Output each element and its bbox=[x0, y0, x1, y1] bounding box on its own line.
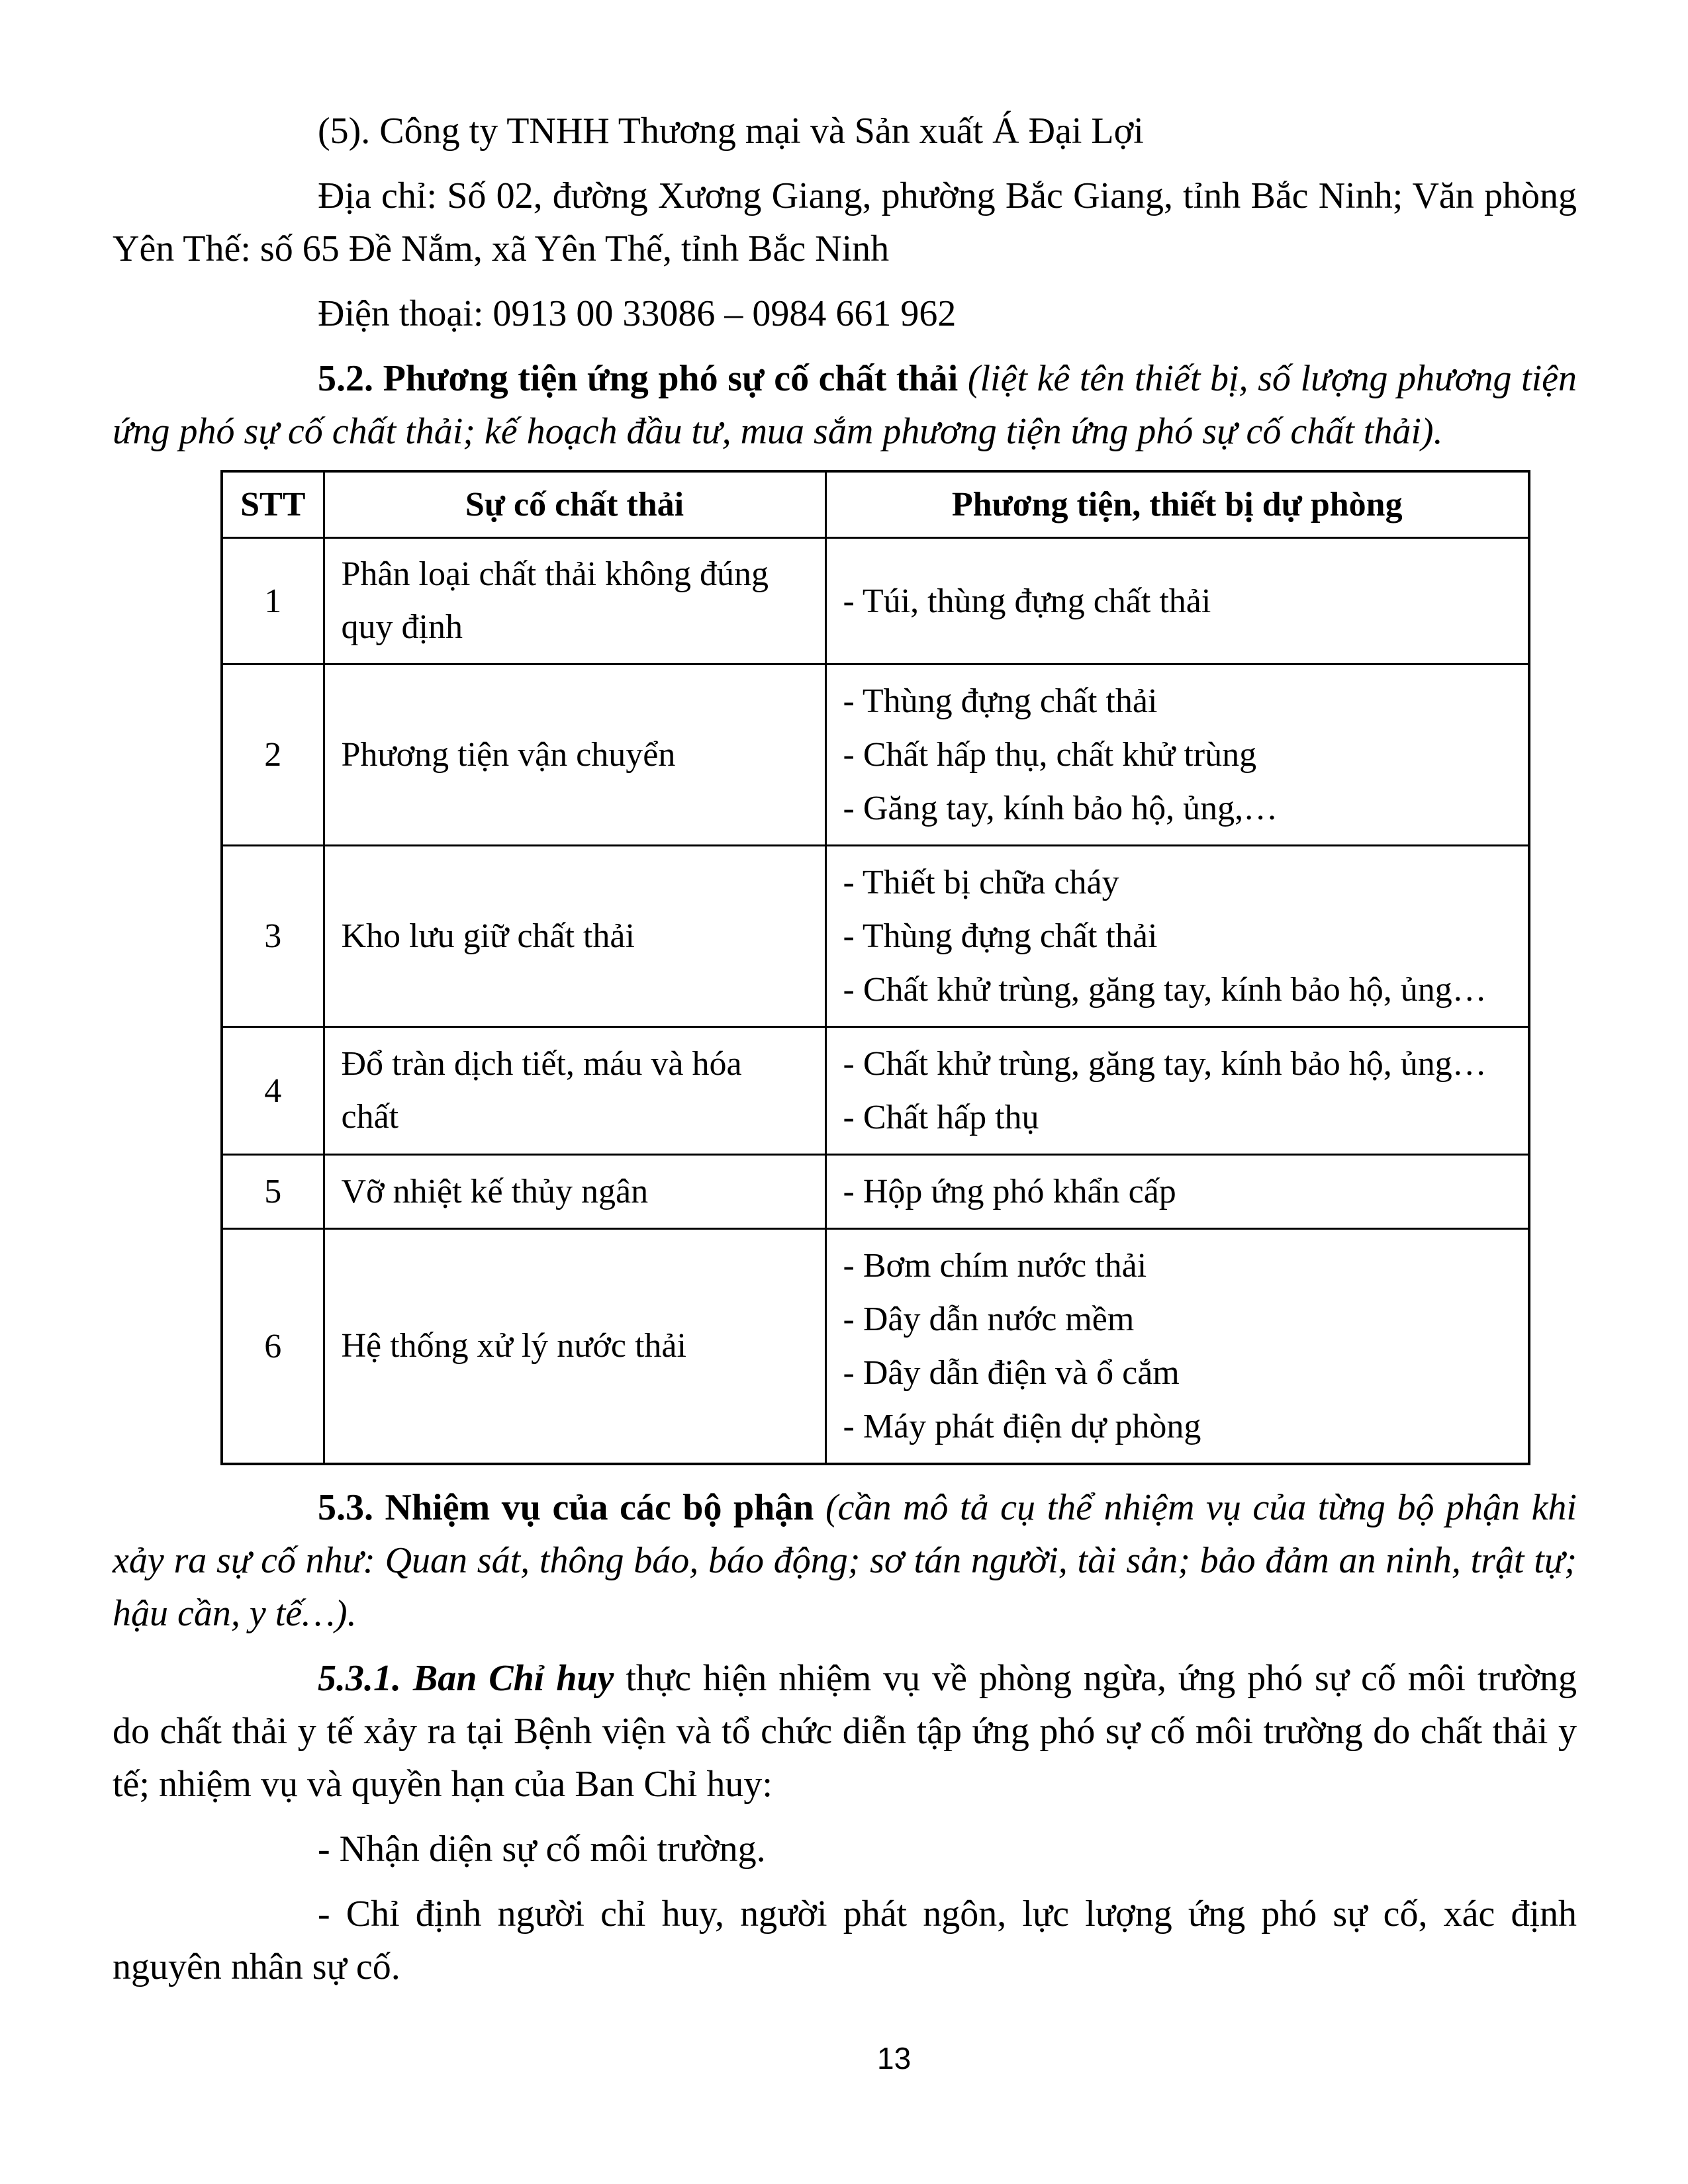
equipment-item: - Dây dẫn điện và ổ cắm bbox=[843, 1354, 1180, 1392]
incident-name: Phương tiện vận chuyển bbox=[324, 664, 825, 846]
incident-name: Đổ tràn dịch tiết, máu và hóa chất bbox=[324, 1027, 825, 1155]
header-cell-stt: STT bbox=[222, 471, 324, 538]
row-number: 3 bbox=[222, 846, 324, 1027]
section-5-3-1-heading: 5.3.1. Ban Chỉ huy bbox=[318, 1658, 614, 1699]
equipment-item: - Găng tay, kính bảo hộ, ủng,… bbox=[843, 790, 1278, 827]
bullet-item-2: - Chỉ định người chỉ huy, người phát ngôn, lực lượng ứng phó sự cố, xác định nguyên nhân sự cố. bbox=[113, 1893, 1577, 1987]
bullet-item-1: - Nhận diện sự cố môi trường. bbox=[318, 1829, 766, 1870]
document-content bbox=[113, 105, 1577, 2005]
paragraph-phone: Điện thoại: 0913 00 33086 – 0984 661 962 bbox=[318, 293, 957, 334]
equipment-item: - Chất khử trùng, găng tay, kính bảo hộ, ủng… bbox=[843, 971, 1487, 1009]
equipment-list bbox=[825, 1027, 1529, 1155]
row-number: 4 bbox=[222, 1027, 324, 1155]
equipment-item: - Máy phát điện dự phòng bbox=[843, 1408, 1201, 1445]
equipment-list bbox=[825, 1155, 1529, 1229]
header-cell-incident: Sự cố chất thải bbox=[324, 471, 825, 538]
section-5-3-note: (cần mô tả cụ thể nhiệm vụ của từng bộ phận khi xảy ra sự cố như: Quan sát, thông báo, báo động; sơ tán người, tài sản; bảo đảm an ninh, trật tự; hậu cần, y tế…). bbox=[113, 1487, 1577, 1634]
equipment-list bbox=[825, 538, 1529, 664]
equipment-list bbox=[825, 664, 1529, 846]
row-number: 2 bbox=[222, 664, 324, 846]
section-5-3-1-paragraph bbox=[113, 1652, 1577, 1811]
section-5-3-1-body: thực hiện nhiệm vụ về phòng ngừa, ứng phó sự cố môi trường do chất thải y tế xảy ra tại Bệnh viện và tổ chức diễn tập ứng phó sự cố môi trường do chất thải y tế; nhiệm vụ và quyền hạn của Ban Chỉ huy: bbox=[113, 1658, 1577, 1805]
row-number: 5 bbox=[222, 1155, 324, 1229]
page-number: 13 bbox=[877, 2041, 912, 2075]
incident-name: Vỡ nhiệt kế thủy ngân bbox=[324, 1155, 825, 1229]
equipment-item: - Dây dẫn nước mềm bbox=[843, 1300, 1135, 1338]
incident-name: Kho lưu giữ chất thải bbox=[324, 846, 825, 1027]
table-row bbox=[222, 538, 1529, 664]
section-5-2-paragraph bbox=[113, 352, 1577, 458]
table-row bbox=[222, 1155, 1529, 1229]
waste-incident-table bbox=[220, 470, 1530, 1465]
equipment-list bbox=[825, 846, 1529, 1027]
equipment-item: - Hộp ứng phó khẩn cấp bbox=[843, 1173, 1176, 1210]
table-row bbox=[222, 664, 1529, 846]
paragraph-company: (5). Công ty TNHH Thương mại và Sản xuất Á Đại Lợi bbox=[318, 111, 1144, 152]
equipment-item: - Chất hấp thụ, chất khử trùng bbox=[843, 736, 1257, 774]
paragraph-address: Địa chỉ: Số 02, đường Xương Giang, phường Bắc Giang, tỉnh Bắc Ninh; Văn phòng Yên Thế: số 65 Đề Nắm, xã Yên Thế, tỉnh Bắc Ninh bbox=[113, 175, 1577, 269]
row-number: 6 bbox=[222, 1229, 324, 1465]
table-row bbox=[222, 846, 1529, 1027]
table-row bbox=[222, 1229, 1529, 1465]
equipment-item: - Túi, thùng đựng chất thải bbox=[843, 582, 1211, 620]
section-5-3-paragraph bbox=[113, 1481, 1577, 1640]
equipment-list bbox=[825, 1229, 1529, 1465]
equipment-item: - Thùng đựng chất thải bbox=[843, 917, 1158, 955]
equipment-item: - Bơm chím nước thải bbox=[843, 1247, 1147, 1285]
equipment-item: - Thùng đựng chất thải bbox=[843, 682, 1158, 720]
table-row bbox=[222, 1027, 1529, 1155]
section-5-3-heading: 5.3. Nhiệm vụ của các bộ phận bbox=[318, 1487, 814, 1528]
equipment-item: - Chất hấp thụ bbox=[843, 1099, 1039, 1136]
row-number: 1 bbox=[222, 538, 324, 664]
section-5-2-note: (liệt kê tên thiết bị, số lượng phương tiện ứng phó sự cố chất thải; kế hoạch đầu tư, mua sắm phương tiện ứng phó sự cố chất thải). bbox=[113, 358, 1577, 452]
header-cell-equipment: Phương tiện, thiết bị dự phòng bbox=[825, 471, 1529, 538]
section-5-2-heading: 5.2. Phương tiện ứng phó sự cố chất thải bbox=[318, 358, 959, 399]
incident-name: Hệ thống xử lý nước thải bbox=[324, 1229, 825, 1465]
incident-name: Phân loại chất thải không đúng quy định bbox=[324, 538, 825, 664]
equipment-item: - Chất khử trùng, găng tay, kính bảo hộ, ủng… bbox=[843, 1045, 1487, 1083]
table-header-row bbox=[222, 471, 1529, 538]
equipment-item: - Thiết bị chữa cháy bbox=[843, 864, 1119, 901]
